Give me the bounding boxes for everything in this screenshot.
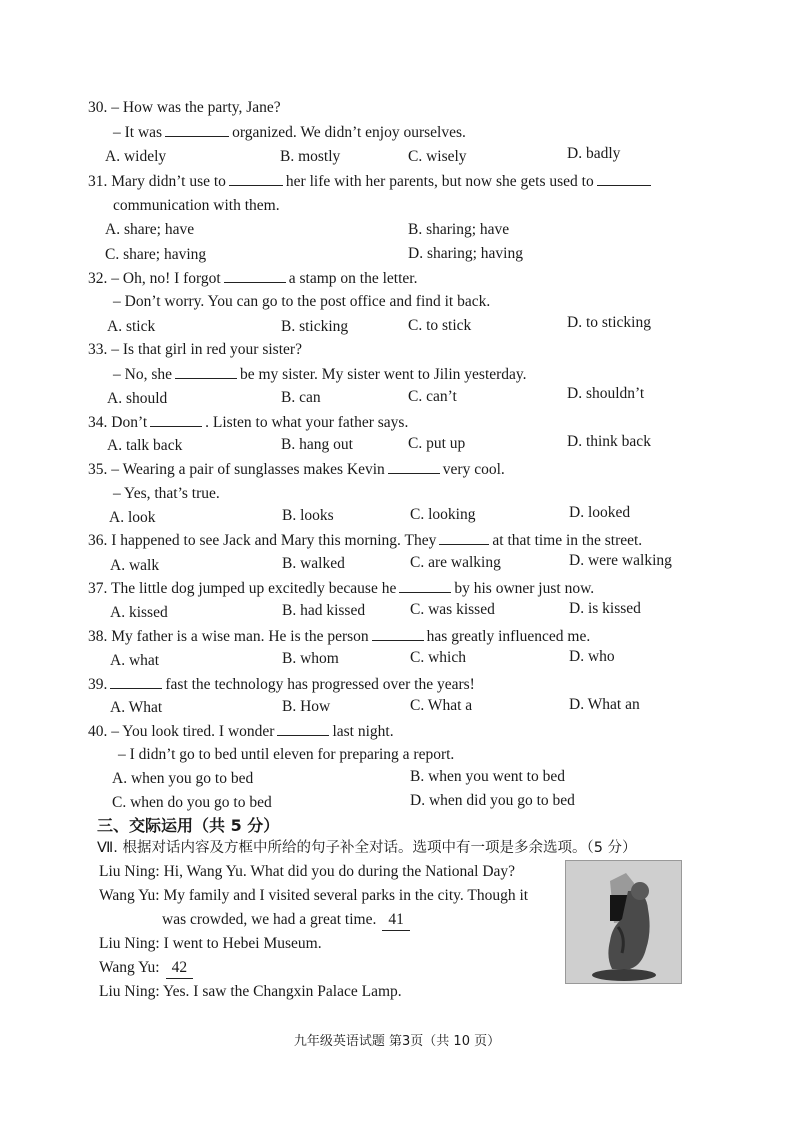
answer-blank bbox=[277, 721, 329, 736]
option-c: C. are walking bbox=[410, 554, 501, 571]
question-36-stem bbox=[88, 530, 642, 551]
dialogue-text: Wang Yu: bbox=[99, 959, 160, 976]
option-a: A. walk bbox=[110, 557, 160, 574]
answer-blank bbox=[439, 530, 489, 545]
lamp-illustration bbox=[566, 861, 681, 983]
option-b: B. whom bbox=[282, 650, 339, 667]
dialogue-line bbox=[99, 958, 193, 979]
question-number: 34. bbox=[88, 414, 108, 431]
option-b: B. walked bbox=[282, 555, 345, 572]
blank-42: 42 bbox=[166, 958, 194, 979]
option-d: D. sharing; having bbox=[408, 245, 523, 262]
option-d: D. were walking bbox=[569, 552, 672, 569]
question-number: 39. bbox=[88, 676, 108, 693]
question-35-stem bbox=[88, 459, 505, 480]
question-number: 40. bbox=[88, 723, 108, 740]
option-a: A. talk back bbox=[107, 437, 183, 454]
option-a: A. what bbox=[110, 652, 160, 669]
option-b: B. sticking bbox=[281, 318, 349, 335]
question-34-stem bbox=[88, 412, 408, 433]
option-c: C. wisely bbox=[408, 148, 467, 165]
question-32-stem bbox=[88, 268, 417, 289]
section-title: 三、交际运用（共 5 分） bbox=[97, 816, 280, 835]
option-a: A. share; have bbox=[105, 221, 195, 238]
answer-blank bbox=[165, 122, 229, 137]
question-number: 32. bbox=[88, 270, 108, 287]
option-b: B. sharing; have bbox=[408, 221, 510, 238]
answer-blank bbox=[229, 171, 283, 186]
blank-41: 41 bbox=[382, 910, 410, 931]
question-text: – Is that girl in red your sister? bbox=[111, 341, 302, 358]
question-text: very cool. bbox=[442, 461, 505, 478]
question-text: her life with her parents, but now she gets used to bbox=[285, 173, 594, 190]
question-number: 30. bbox=[88, 99, 108, 116]
question-33-stem bbox=[88, 340, 302, 360]
option-c: C. What a bbox=[410, 697, 473, 714]
option-b: B. when you went to bed bbox=[410, 768, 565, 785]
option-b: B. looks bbox=[282, 507, 334, 524]
question-text: I happened to see Jack and Mary this morning. They bbox=[111, 532, 437, 549]
question-text: last night. bbox=[332, 723, 394, 740]
question-number: 37. bbox=[88, 580, 108, 597]
question-number: 33. bbox=[88, 341, 108, 358]
question-text: My father is a wise man. He is the person bbox=[111, 628, 369, 645]
option-d: D. who bbox=[569, 648, 615, 665]
option-d: D. to sticking bbox=[567, 314, 651, 331]
dialogue-line: Liu Ning: Hi, Wang Yu. What did you do during the National Day? bbox=[99, 863, 516, 880]
option-c: C. can’t bbox=[408, 388, 457, 405]
answer-blank bbox=[150, 412, 202, 427]
option-d: D. is kissed bbox=[569, 600, 641, 617]
option-c: C. put up bbox=[408, 435, 466, 452]
answer-blank bbox=[110, 674, 162, 689]
question-text: a stamp on the letter. bbox=[288, 270, 418, 287]
question-38-stem bbox=[88, 626, 590, 647]
question-number: 36. bbox=[88, 532, 108, 549]
option-c: C. to stick bbox=[408, 317, 472, 334]
question-text: be my sister. My sister went to Jilin yesterday. bbox=[239, 366, 527, 383]
option-a: A. stick bbox=[107, 318, 156, 335]
option-d: D. shouldn’t bbox=[567, 385, 645, 402]
option-d: D. What an bbox=[569, 696, 640, 713]
question-text: organized. We didn’t enjoy ourselves. bbox=[232, 124, 466, 141]
answer-blank bbox=[388, 459, 440, 474]
question-39-stem bbox=[88, 674, 475, 695]
question-text: communication with them. bbox=[113, 197, 280, 214]
question-text: has greatly influenced me. bbox=[426, 628, 591, 645]
question-text: at that time in the street. bbox=[492, 532, 643, 549]
dialogue-line: Wang Yu: My family and I visited several parks in the city. Though it bbox=[99, 887, 529, 904]
option-a: A. when you go to bed bbox=[112, 770, 254, 787]
question-31-stem bbox=[88, 171, 654, 192]
option-b: B. can bbox=[281, 389, 321, 406]
question-text: – Yes, that’s true. bbox=[113, 485, 220, 502]
option-c: C. which bbox=[410, 649, 466, 666]
question-30-stem bbox=[88, 98, 281, 118]
option-c: C. looking bbox=[410, 506, 476, 523]
option-c: C. share; having bbox=[105, 246, 207, 263]
question-text: – Don’t worry. You can go to the post office and find it back. bbox=[113, 293, 491, 310]
dialogue-line bbox=[162, 910, 410, 931]
question-text: fast the technology has progressed over the years! bbox=[165, 676, 475, 693]
answer-blank bbox=[224, 268, 286, 283]
question-33-line2 bbox=[113, 364, 527, 385]
option-c: C. was kissed bbox=[410, 601, 495, 618]
option-b: B. How bbox=[282, 698, 331, 715]
option-c: C. when do you go to bed bbox=[112, 794, 272, 811]
option-a: A. What bbox=[110, 699, 163, 716]
question-text: . Listen to what your father says. bbox=[205, 414, 409, 431]
question-text: The little dog jumped up excitedly because he bbox=[110, 580, 397, 597]
option-d: D. think back bbox=[567, 433, 651, 450]
option-a: A. widely bbox=[105, 148, 167, 165]
question-number: 38. bbox=[88, 628, 108, 645]
answer-blank bbox=[372, 626, 424, 641]
option-a: A. kissed bbox=[110, 604, 168, 621]
dialogue-line: Liu Ning: I went to Hebei Museum. bbox=[99, 935, 322, 952]
option-b: B. had kissed bbox=[282, 602, 366, 619]
question-text: – It was bbox=[113, 124, 163, 141]
changxin-palace-lamp-image bbox=[565, 860, 682, 984]
answer-blank bbox=[597, 171, 651, 186]
question-number: 35. bbox=[88, 461, 108, 478]
option-d: D. when did you go to bed bbox=[410, 792, 575, 809]
dialogue-text: was crowded, we had a great time. bbox=[162, 911, 377, 928]
answer-blank bbox=[399, 578, 451, 593]
answer-blank bbox=[175, 364, 237, 379]
option-b: B. mostly bbox=[280, 148, 341, 165]
question-30-line2 bbox=[113, 122, 466, 143]
option-d: D. looked bbox=[569, 504, 631, 521]
question-text: – Wearing a pair of sunglasses makes Kevin bbox=[111, 461, 385, 478]
section-instruction: Ⅶ. 根据对话内容及方框中所给的句子补全对话。选项中有一项是多余选项。（5 分） bbox=[97, 840, 637, 856]
question-text: by his owner just now. bbox=[454, 580, 595, 597]
question-text: Mary didn’t use to bbox=[111, 173, 226, 190]
question-text: – How was the party, Jane? bbox=[111, 99, 281, 116]
question-text: – Oh, no! I forgot bbox=[111, 270, 221, 287]
option-b: B. hang out bbox=[281, 436, 353, 453]
question-37-stem bbox=[88, 578, 594, 599]
page-footer: 九年级英语试题 第3页（共 10 页） bbox=[293, 1034, 501, 1049]
dialogue-line: Liu Ning: Yes. I saw the Changxin Palace Lamp. bbox=[99, 983, 402, 1000]
question-text: – I didn’t go to bed until eleven for preparing a report. bbox=[118, 746, 455, 763]
question-text: Don’t bbox=[111, 414, 148, 431]
option-d: D. badly bbox=[567, 145, 621, 162]
option-a: A. look bbox=[109, 509, 156, 526]
question-text: – You look tired. I wonder bbox=[111, 723, 275, 740]
question-number: 31. bbox=[88, 173, 108, 190]
question-40-stem bbox=[88, 721, 394, 742]
option-a: A. should bbox=[107, 390, 168, 407]
question-text: – No, she bbox=[113, 366, 172, 383]
